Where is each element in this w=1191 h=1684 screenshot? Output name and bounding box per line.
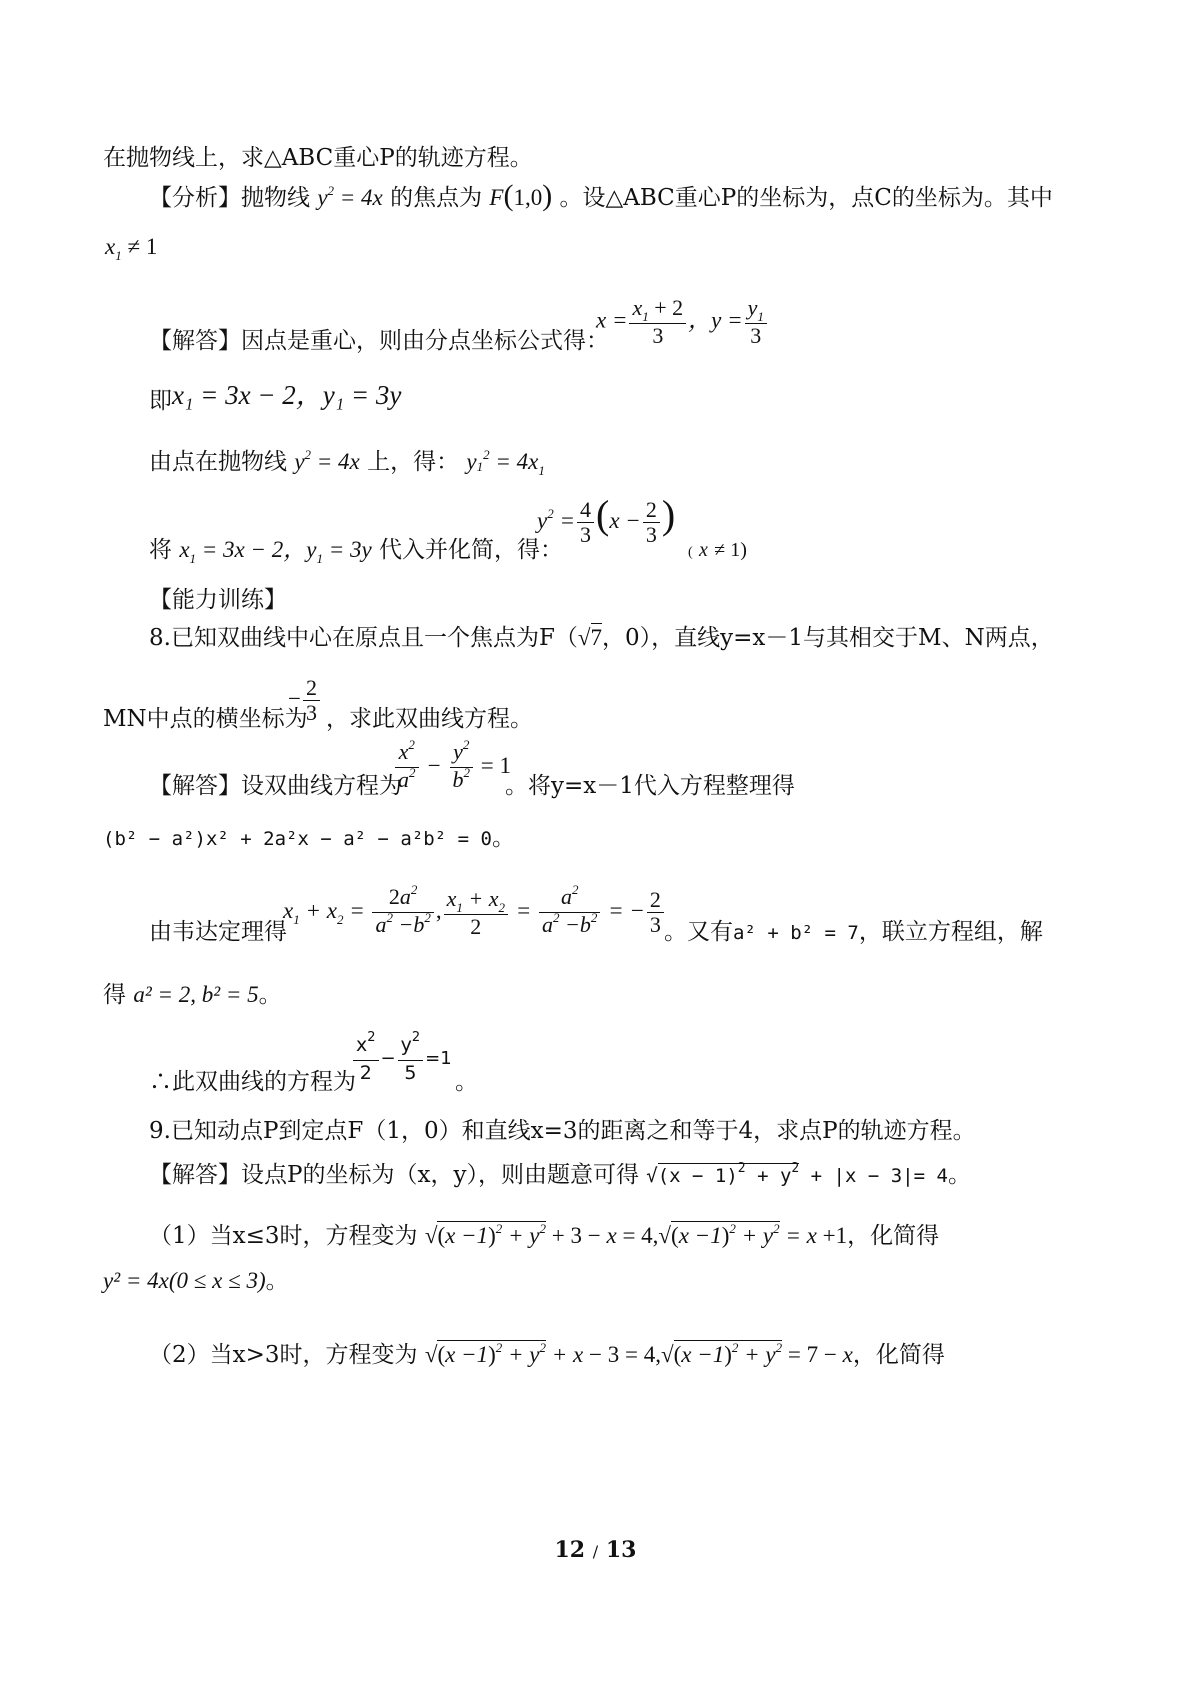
math-formula: $x_1 + x_2$ = $\frac{2a^2}{a^2 -b^2}$ , $\frac{x_1 + x_2}{2}$ = $\frac{a^2}{a^2 -b^2}$ = − $\frac{2}{3}$: [283, 885, 666, 940]
math-formula: ( x ≠ 1): [688, 539, 747, 561]
text-line: ∴此双曲线的方程为: [149, 1069, 356, 1095]
text-line: 【解答】因点是重心，则由分点坐标公式得：: [149, 328, 609, 354]
text-line: 8.已知双曲线中心在原点且一个焦点为F（√7，0），直线y=x－1与其相交于M、N两点，: [149, 625, 1054, 651]
text-line: 由韦达定理得: [149, 919, 287, 945]
text-line: 将 $x_1 = 3x - 2$，$y_1 = 3y$ 代入并化简，得：: [149, 537, 564, 566]
text-line: （1）当x≤3时，方程变为 $√(x -1)^2 + y^2 + 3 - x = 4,√(x -1)^2 + y^2 = x +1$，化简得: [149, 1221, 940, 1249]
section-heading: 【能力训练】: [149, 587, 287, 613]
text-line: 。又有a² + b² = 7，联立方程组，解: [664, 919, 1043, 945]
math-formula: (b² − a²)x² + 2a²x − a² − a²b² = 0: [103, 828, 492, 850]
text-line: MN中点的横坐标为: [103, 706, 308, 732]
math-formula: a² = 2, b² = 5: [133, 982, 259, 1007]
math-formula: a² + b² = 7: [733, 922, 859, 944]
text-line: 由点在抛物线 $y^2 = 4x$ 上，得： $y1^2 = 4x_1$: [149, 447, 545, 478]
text-line: （2）当x>3时，方程变为 $√(x -1)^2 + y^2 + x - 3 = 4,√(x -1)^2 + y^2 = 7 - x$，化简得: [149, 1340, 945, 1368]
math-formula: $y^2$ = $\frac{4}{3}$ (x − $\frac{2}{3}$ ): [537, 491, 676, 547]
text-line: 【解答】设点P的坐标为（x，y），则由题意可得 $√(x - 1)^2 + y^2 + |x - 3|= 4$。: [149, 1161, 971, 1188]
math-formula: − $\frac{2}{3}$: [288, 676, 322, 725]
text-line: 在抛物线上，求△ABC重心P的轨迹方程。: [103, 145, 533, 171]
math-formula: √7: [577, 625, 603, 650]
text-line: 【解答】设双曲线方程为: [149, 773, 402, 799]
math-formula: x = $\frac{x_1 + 2}{3}$ ，y = $\frac{y_1}{3}$: [596, 296, 769, 348]
math-formula: $√(x - 1)^2 + y^2 + |x - 3|= 4$: [646, 1161, 948, 1187]
math-formula: $√(x -1)^2 + y^2 + x - 3 = 4,√(x -1)^2 + y^2 = 7 - x$: [424, 1340, 853, 1367]
text-line: 即: [149, 388, 172, 414]
text-line: 得 a² = 2, b² = 5。: [103, 982, 282, 1008]
math-formula: $y^2 = 4x$: [317, 183, 383, 210]
text-line: 。将y=x－1代入方程整理得: [505, 773, 795, 799]
text-line: 。: [455, 1069, 478, 1095]
math-formula: x₁ = 3x − 2，y₁ = 3y: [172, 380, 402, 410]
math-formula: F(1,0): [489, 179, 553, 212]
text-line: y² = 4x(0 ≤ x ≤ 3)。: [103, 1268, 289, 1294]
math-formula: y² = 4x(0 ≤ x ≤ 3): [103, 1268, 266, 1293]
math-formula: $√(x -1)^2 + y^2 + 3 - x = 4,√(x -1)^2 + y^2 = x +1$: [424, 1221, 848, 1248]
text-line: (b² − a²)x² + 2a²x − a² − a²b² = 0。: [103, 825, 515, 851]
page-number: 12 / 13: [554, 1537, 637, 1563]
text-line: ，求此双曲线方程。: [326, 706, 533, 732]
math-formula: $y1^2 = 4x_1$: [466, 447, 545, 478]
text-line: 【分析】抛物线 $y^2 = 4x$ 的焦点为 F(1,0) 。设△ABC重心P的坐标为，点C的坐标为。其中: [149, 179, 1053, 212]
math-formula: $\frac{x^2}{a^2}$ − $\frac{y^2}{b^2}$ = 1: [393, 740, 511, 795]
math-formula: $x_1 = 3x - 2$，$y_1 = 3y$: [179, 537, 372, 566]
math-formula: $y^2 = 4x$: [294, 447, 360, 474]
text-line: 9.已知动点P到定点F（1，0）和直线x=3的距离之和等于4，求点P的轨迹方程。: [149, 1118, 976, 1144]
math-formula: $x_1 \ne 1$: [105, 234, 158, 263]
math-formula: $\frac{x^2}{2}$ − $\frac{y^2}{5}$ =1: [351, 1033, 452, 1085]
